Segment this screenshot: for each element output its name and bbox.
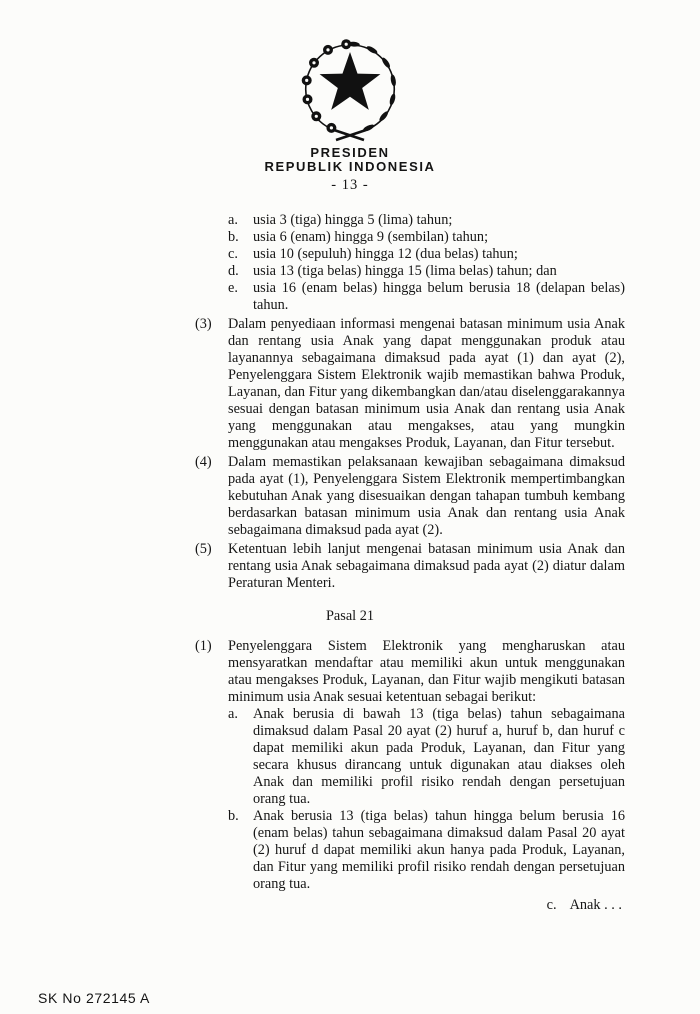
paragraph-ayat-5 (195, 541, 625, 592)
ayat-label: (4) (195, 454, 212, 470)
paragraph-ayat-4 (195, 454, 625, 539)
list-item-text: Anak berusia 13 (tiga belas) tahun hingga belum berusia 16 (enam belas) tahun sebagaimana dimaksud dalam Pasal 20 ayat (2) huruf d dapat memiliki akun hanya pada Produk, Layanan, dan Fitur yang memiliki profil risiko rendah dengan persetujuan orang tua. (253, 808, 625, 892)
ayat-text: Penyelenggara Sistem Elektronik yang mengharuskan atau mensyaratkan mendaftar atau memiliki akun untuk menggunakan atau mengakses Produk, Layanan, dan Fitur wajib mengikuti batasan minimum usia Anak sesuai ketentuan sebagai berikut: (228, 638, 625, 705)
ayat-text: Dalam memastikan pelaksanaan kewajiban sebagaimana dimaksud pada ayat (1), Penyelenggara Sistem Elektronik mempertimbangkan kebutuhan Anak yang disesuaikan dengan tahapan tumbuh kembang berdasarkan batasan minimum usia Anak dan rentang usia Anak sebagaimana dimaksud pada ayat (2). (228, 454, 625, 538)
list-item (228, 706, 625, 808)
list-item-label: c. (228, 246, 238, 262)
list-item-text: usia 3 (tiga) hingga 5 (lima) tahun; (253, 212, 453, 228)
list-item-label: b. (228, 229, 239, 245)
paragraph-ayat-1 (195, 638, 625, 706)
list-item (228, 246, 625, 263)
list-item-text: usia 13 (tiga belas) hingga 15 (lima belas) tahun; dan (253, 263, 557, 279)
header-title-line2: REPUBLIK INDONESIA (264, 159, 436, 174)
list-item-label: d. (228, 263, 239, 279)
ayat-label: (1) (195, 638, 212, 654)
list-item-label: a. (228, 706, 238, 722)
list-item (228, 808, 625, 893)
list-item (228, 263, 625, 280)
list-item-text: Anak berusia di bawah 13 (tiga belas) tahun sebagaimana dimaksud dalam Pasal 20 ayat (2) huruf a, huruf b, dan huruf c dapat memiliki akun pada Produk, Layanan, dan Fitur yang secara khusus dirancang untuk digunakan atau diakses oleh Anak dan memiliki profil risiko rendah dengan persetujuan orang tua. (253, 706, 625, 807)
presidential-emblem (0, 36, 700, 146)
list-item-text: usia 6 (enam) hingga 9 (sembilan) tahun; (253, 229, 489, 245)
document-body (195, 212, 625, 914)
ayat-text: Ketentuan lebih lanjut mengenai batasan minimum usia Anak dan rentang usia Anak sebagaimana dimaksud pada ayat (2) diatur dalam Peraturan Menteri. (228, 541, 625, 591)
page-number: - 13 - (331, 177, 369, 193)
catchword-text: Anak . . . (569, 897, 622, 913)
list-item (228, 212, 625, 229)
list-item (228, 280, 625, 314)
list-item-label: b. (228, 808, 239, 824)
paragraph-ayat-3 (195, 316, 625, 452)
ayat-label: (5) (195, 541, 212, 557)
star-wreath-icon (290, 36, 410, 146)
ayat-label: (3) (195, 316, 212, 332)
header-title-line1: PRESIDEN (310, 145, 390, 160)
pasal-heading: Pasal 21 (325, 608, 375, 624)
catchword-label: c. (546, 897, 557, 913)
list-item-label: e. (228, 280, 238, 296)
list-item-label: a. (228, 212, 238, 228)
document-number: SK No 272145 A (38, 990, 150, 1006)
ayat-text: Dalam penyediaan informasi mengenai batasan minimum usia Anak dan rentang usia Anak yang dapat menggunakan produk atau layanannya sebagaimana dimaksud pada ayat (1) dan ayat (2), Penyelenggara Sistem Elektronik wajib memastikan bahwa Produk, Layanan, dan Fitur yang dikembangkan dan/atau diselenggarakannya sesuai dengan batasan minimum usia Anak dan rentang usia Anak yang menggunakan atau mengakses, atau yang mungkin menggunakan atau mengakses Produk, Layanan, dan Fitur tersebut. (228, 316, 625, 451)
list-item-text: usia 16 (enam belas) hingga belum berusia 18 (delapan belas) tahun. (253, 280, 625, 313)
list-item (228, 229, 625, 246)
list-item-text: usia 10 (sepuluh) hingga 12 (dua belas) tahun; (253, 246, 518, 262)
catchword-continuation (195, 897, 625, 914)
page-header (0, 36, 700, 193)
